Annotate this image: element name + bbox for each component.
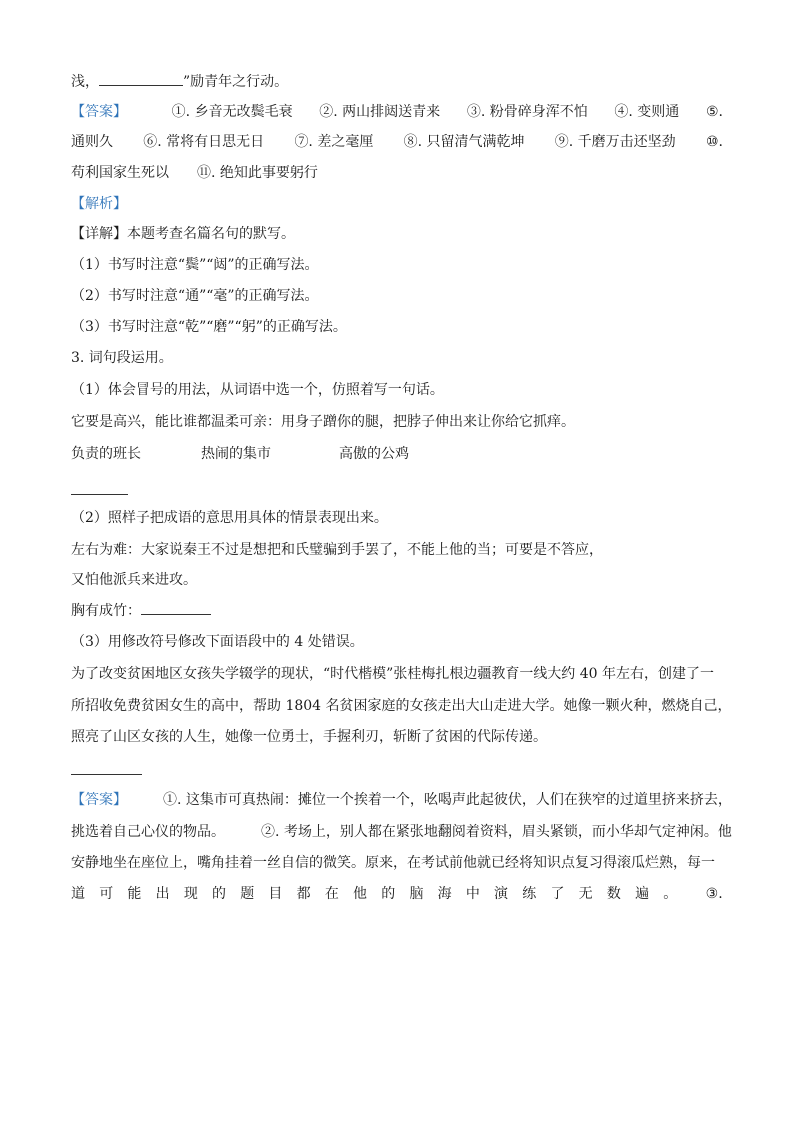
analysis-note-2: （2）书写时注意“通”“毫”的正确写法。 — [71, 288, 319, 304]
q3-p2-prompt: 胸有成竹： — [71, 603, 141, 619]
answer-char: 中 — [465, 886, 480, 902]
q3-p1-example: 它要是高兴，能比谁都温柔可亲：用身子蹭你的腿，把脖子伸出来让你给它抓痒。 — [71, 414, 575, 430]
q2-tail-pre: 浅， — [71, 74, 99, 90]
answer-char: 海 — [437, 886, 452, 902]
q3-p2-blank — [141, 602, 211, 615]
q3-p1-options — [71, 444, 409, 464]
q3-p2-example-1: 左右为难：大家说秦王不过是想把和氏璧骗到手罢了，不能上他的当；可要是不答应， — [71, 542, 603, 558]
option-word: 高傲的公鸡 — [339, 446, 409, 462]
analysis-label: 【解析】 — [71, 196, 127, 212]
answer-char: 他 — [353, 886, 368, 902]
answer-char: ③. — [705, 886, 723, 902]
answer-item: ⑨. 千磨万击还坚劲 — [554, 134, 676, 150]
answer-item: ③. 粉骨碎身浑不怕 — [466, 104, 588, 120]
q3-answer-row-2 — [71, 822, 732, 842]
q2-tail-blank — [99, 73, 183, 86]
answer-text: ①. 这集市可真热闹：摊位一个挨着一个，吆喝声此起彼伏，人们在狭窄的过道里挤来挤去， — [163, 792, 732, 808]
answer-item: ②. 两山排闼送青来 — [319, 104, 441, 120]
answer-char: 在 — [324, 886, 339, 902]
answer-text: ②. 考场上，别人都在紧张地翻阅着资料，眉头紧锁，而小华却气定神闲。他 — [261, 824, 732, 840]
q3-answer-row-3: 安静地坐在座位上，嘴角挂着一丝自信的微笑。原来，在考试前他就已经将知识点复习得滚瓜烂熟，每一 — [71, 855, 715, 871]
answer-item: ⑥. 常将有日思无日 — [143, 134, 265, 150]
answer-blank-line — [71, 774, 142, 775]
q3-p3-instruction: （3）用修改符号修改下面语段中的 4 处错误。 — [71, 634, 364, 650]
answer-char: 道 — [71, 886, 85, 902]
answer-item: ①. 乡音无改鬓毛衰 — [171, 104, 293, 120]
analysis-note-1: （1）书写时注意“鬓”“闼”的正确写法。 — [71, 257, 319, 273]
answer-item: 苟利国家生死以 — [71, 165, 169, 181]
answer-item: ⑩. — [705, 134, 723, 150]
answer-char: 都 — [296, 886, 311, 902]
answer-char: 能 — [127, 886, 142, 902]
answer-item: ⑪. 绝知此事要躬行 — [197, 165, 318, 181]
answer-char: 练 — [522, 886, 537, 902]
answer-item: ④. 变则通 — [614, 104, 680, 120]
q3-answer-row-4 — [71, 884, 723, 904]
q2-answer-row-2 — [71, 132, 723, 152]
q3-p3-text-2: 所招收免费贫困女生的高中，帮助 1804 名贫困家庭的女孩走出大山走进大学。她像一颗火种，燃烧自己， — [71, 698, 732, 714]
answer-char: 的 — [381, 886, 396, 902]
answer-char: 。 — [663, 886, 678, 902]
answer-char: 了 — [550, 886, 565, 902]
q3-p2-prompt-line — [71, 601, 211, 621]
q3-p2-instruction: （2）照样子把成语的意思用具体的情景表现出来。 — [71, 510, 388, 526]
answer-char: 脑 — [409, 886, 424, 902]
answer-item: ⑦. 差之毫厘 — [294, 134, 374, 150]
answer-char: 无 — [578, 886, 593, 902]
analysis-detail: 【详解】本题考查名篇名句的默写。 — [71, 226, 295, 242]
q3-title: 3. 词句段运用。 — [71, 350, 173, 366]
q2-answer-row-1 — [71, 102, 723, 122]
q3-p3-text-1: 为了改变贫困地区女孩失学辍学的现状，“时代楷模”张桂梅扎根边疆教育一线大约 40 年左右，创建了一 — [71, 666, 715, 682]
q3-p2-example-2: 又怕他派兵来进攻。 — [71, 572, 197, 588]
answer-blank-line — [71, 494, 128, 495]
option-word: 负责的班长 — [71, 446, 141, 462]
answer-item: 通则久 — [71, 134, 113, 150]
answer-text: 挑选着自己心仪的物品。 — [71, 824, 225, 840]
answer-char: 演 — [494, 886, 509, 902]
answer-char: 题 — [240, 886, 255, 902]
answer-char: 数 — [606, 886, 621, 902]
answer-char: 出 — [155, 886, 170, 902]
answer-item: ⑤. — [705, 104, 723, 120]
answer-char: 可 — [99, 886, 114, 902]
option-word: 热闹的集市 — [201, 446, 271, 462]
answer-char: 目 — [268, 886, 283, 902]
analysis-note-3: （3）书写时注意“乾”“磨”“躬”的正确写法。 — [71, 319, 347, 335]
answer-label: 【答案】 — [71, 792, 127, 808]
answer-char: 现 — [183, 886, 198, 902]
answer-char: 遍 — [635, 886, 650, 902]
answer-label: 【答案】 — [71, 104, 127, 120]
q2-answer-row-3 — [71, 163, 318, 183]
q2-tail-post: ”励青年之行动。 — [183, 74, 289, 90]
q3-p3-text-3: 照亮了山区女孩的人生，她像一位勇士，手握利刃，斩断了贫困的代际传递。 — [71, 729, 547, 745]
q3-p1-instruction: （1）体会冒号的用法，从词语中选一个，仿照着写一句话。 — [71, 382, 444, 398]
q2-tail-line — [71, 72, 288, 92]
answer-char: 的 — [212, 886, 227, 902]
answer-item: ⑧. 只留清气满乾坤 — [403, 134, 525, 150]
q3-answer-row-1 — [71, 790, 732, 810]
